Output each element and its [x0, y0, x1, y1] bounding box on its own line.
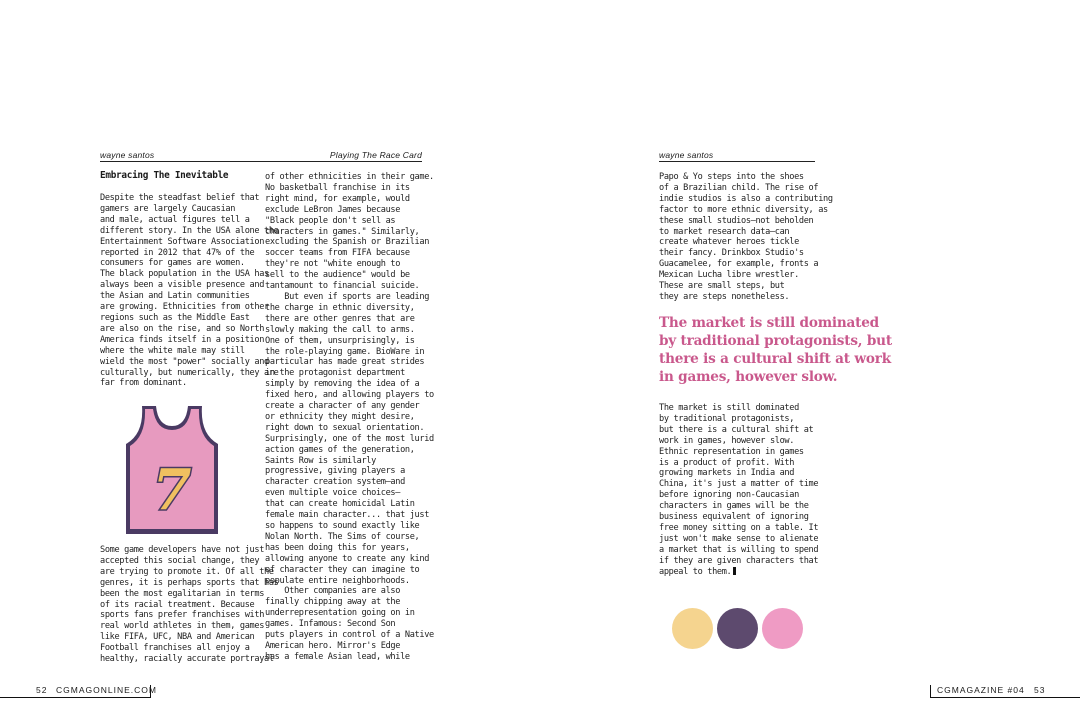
pull-quote: The market is still dominated by traditional protagonists, but there is a cultural shift at work in games, however slow. [659, 315, 892, 385]
running-author: wayne santos [100, 150, 155, 160]
right-column-top-text: Papo & Yo steps into the shoes of a Brazilian child. The rise of indie studios is also a contributing factor to more ethnic diversity, as these small studios—not beholden to market research data—can create whatever heroes tickle their fancy. Drinkbox Studio's Guacamelee, for example, fronts a Mexican Lucha libre wrestler. These are small steps, but they are steps nonetheless. [659, 172, 833, 302]
pink-circle-decoration [762, 608, 803, 649]
page-number-left: 52 [36, 685, 48, 695]
section-heading: Embracing The Inevitable [100, 170, 229, 181]
jersey-number: 7 [152, 457, 192, 523]
end-mark [733, 567, 736, 575]
right-column-bottom-text [659, 403, 818, 578]
folio-right [930, 685, 1080, 698]
running-header-right [659, 150, 815, 162]
running-header-left [100, 150, 422, 162]
jersey-illustration [122, 404, 222, 536]
left-column-top-text: Despite the steadfast belief that gamers are largely Caucasian and male, actual figures tell a different story. In the USA alone the Entertainment Software Association reported in 2012 that 47% of the consumers for games are women. The black population in the USA has always been a visible presence and the Asian and Latin communities are growing. Ethnicities from other regions such as the Middle East are also on the rise, and so North America finds itself in a position where the white male may still wield the most "power" socially and culturally, but numerically, they are far from dominant. [100, 193, 279, 389]
running-author-right: wayne santos [659, 150, 714, 160]
purple-circle-decoration [717, 608, 758, 649]
middle-column-text: of other ethnicities in their game. No basketball franchise in its right mind, for example, would exclude LeBron James because "Black people don't sell as characters in games." Similarly, excluding the Spanish or Brazilian soccer teams from FIFA because they're not "white enough to sell to the audience" would be tantamount to financial suicide. But even if sports are leading the charge in ethnic diversity, there are other genres that are slowly making the call to arms. One of them, unsurprisingly, is the role-playing game. BioWare in particular has made great strides in the protagonist department simply by removing the idea of a fixed hero, and allowing players to create a character of any gender or ethnicity they might desire, right down to sexual orientation. Surprisingly, one of the most lurid action games of the generation, Saints Row is similarly progressive, giving players a character creation system—and even multiple voice choices— that can create homicidal Latin female main character... that just so happens to sound exactly like Nolan North. The Sims of course, has been doing this for years, allowing anyone to create any kind of character they can imagine to populate entire neighborhoods. Other companies are also finally chipping away at the underrepresentation going on in games. Infamous: Second Son puts players in control of a Native American hero. Mirror's Edge has a female Asian lead, while [265, 172, 434, 662]
running-title: Playing The Race Card [329, 150, 422, 160]
page-number-right: 53 [1034, 685, 1046, 695]
right-column-bottom-body: The market is still dominated by traditional protagonists, but there is a cultural shift at work in games, however slow. Ethnic representation in games is a product of profit. With growing markets in India and China, it's just a matter of time before ignoring non-Caucasian characters in games will be the business equivalent of ignoring free money sitting on a table. It just won't make sense to alienate a market that is willing to spend if they are given characters that appeal to them. [659, 403, 819, 577]
left-column-bottom-text: Some game developers have not just accepted this social change, they are trying to promote it. Of all the genres, it is perhaps sports that has been the most egalitarian in terms of its racial treatment. Because sports fans prefer franchises with real world athletes in them, games like FIFA, UFC, NBA and American Football franchises all enjoy a healthy, racially accurate portrayal [100, 545, 279, 665]
yellow-circle-decoration [672, 608, 713, 649]
site-name: CGMAGONLINE.COM [56, 685, 157, 695]
magazine-issue: CGMAGAZINE #04 [937, 685, 1025, 695]
jersey-icon [122, 404, 222, 536]
folio-left [0, 685, 157, 698]
